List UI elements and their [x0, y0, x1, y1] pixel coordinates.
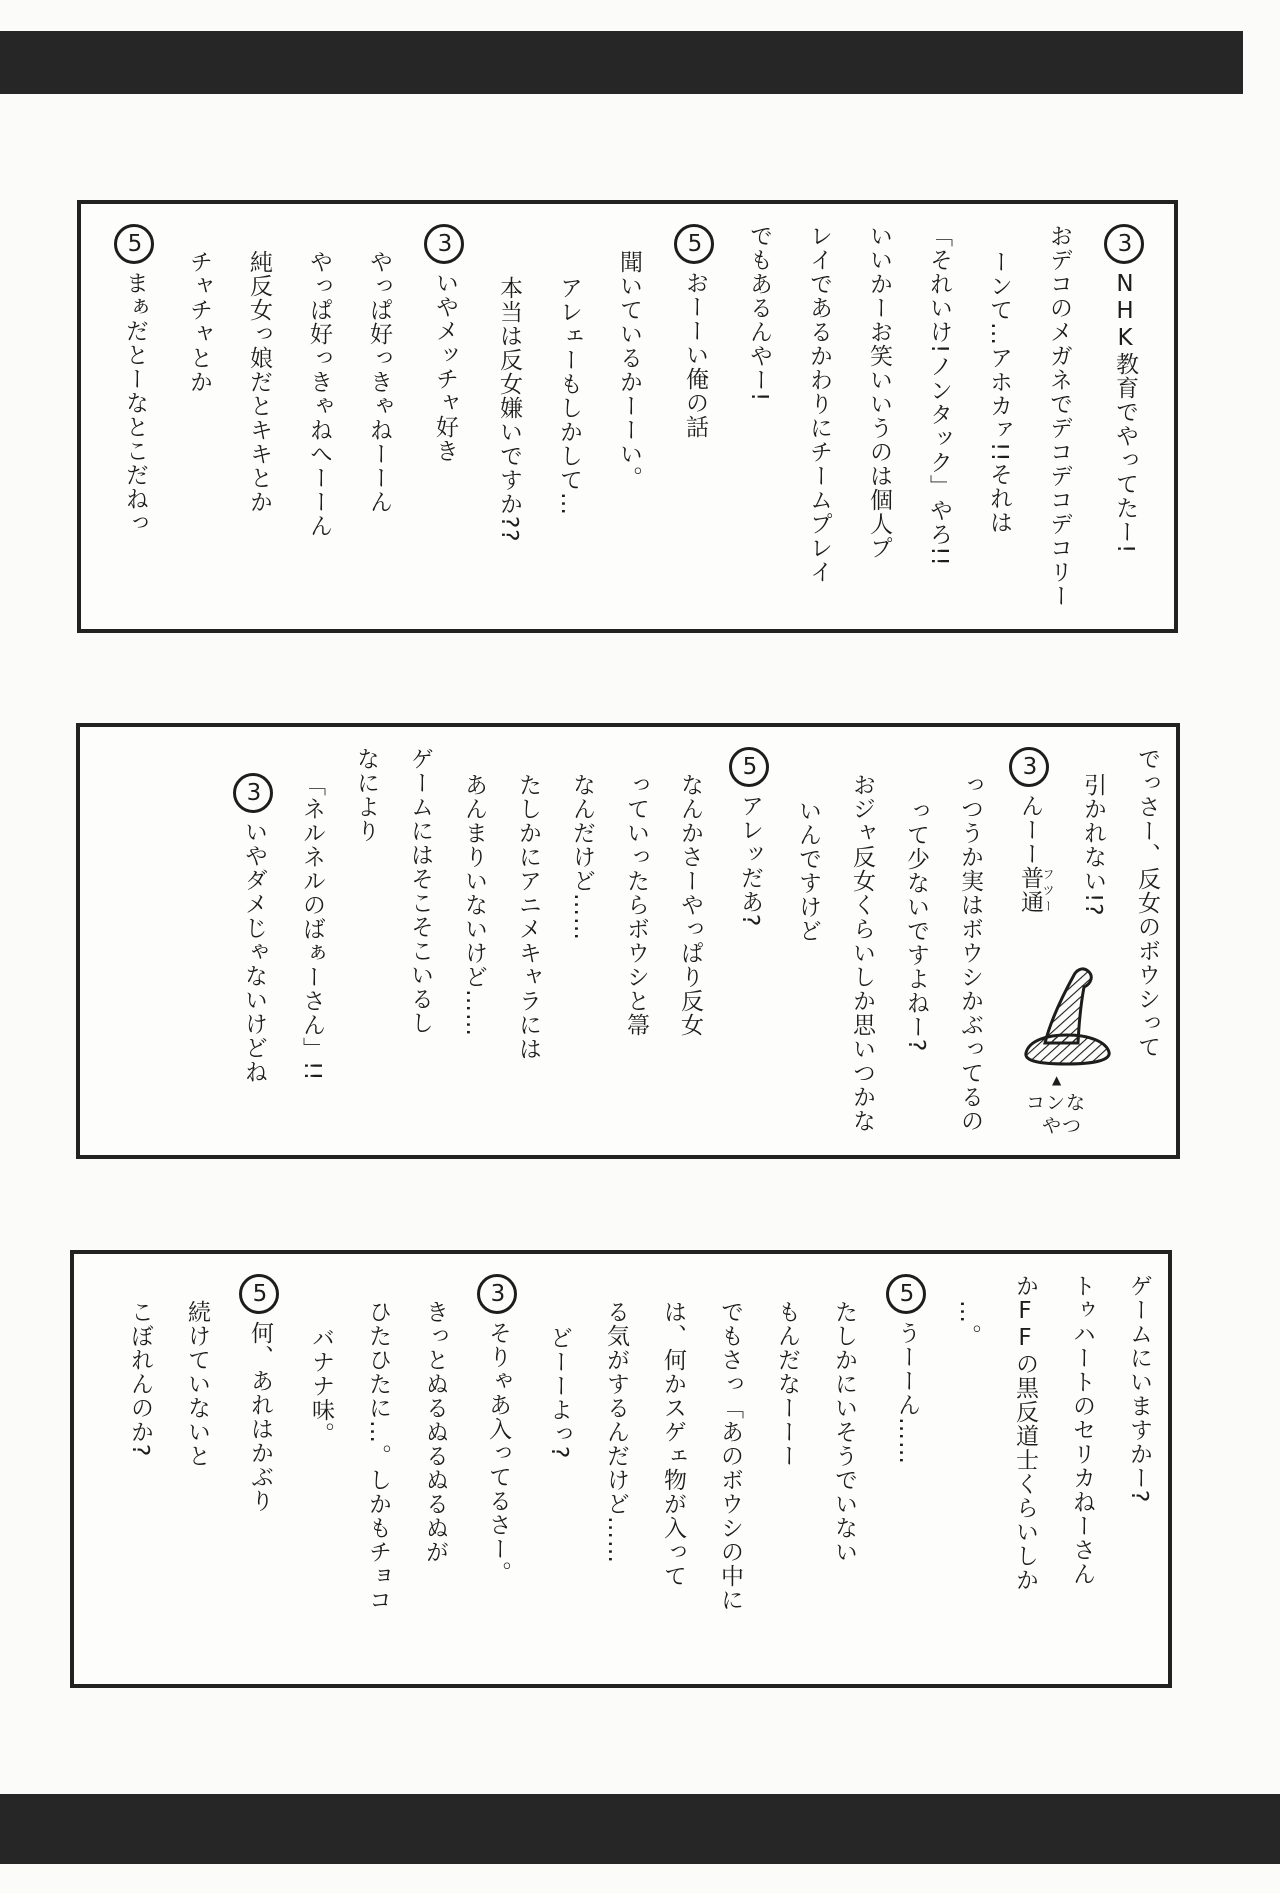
dialogue-column-speaker-5: 5アレッだあ?: [729, 747, 769, 1139]
witch-hat-drawing: [1013, 963, 1123, 1073]
furigana-ruby: 普通フツー: [1017, 866, 1055, 914]
hat-annotation: [1026, 1069, 1086, 1138]
dialogue-column: 本当は反女嫌いですか??: [496, 276, 522, 543]
dialogue-column: って少ないですよねー?: [903, 799, 929, 1053]
top-black-bar: [0, 31, 1243, 94]
speaker-mark-5: 5: [729, 747, 769, 787]
comic-panel-bottom: [70, 1250, 1172, 1688]
speaker-mark-3: 3: [477, 1274, 517, 1314]
speaker-mark-5: 5: [674, 224, 714, 264]
speaker-mark-5: 5: [114, 224, 154, 264]
dialogue-column: やっぱ好っきゃねーーん: [366, 250, 392, 514]
dialogue-column-speaker-5: 5おーーい俺の話: [674, 224, 714, 613]
speaker-mark-3: 3: [1104, 224, 1144, 264]
dialogue-column: いんですけど: [795, 799, 821, 943]
dialogue-column-speaker-3: 3いやメッチャ好き: [424, 224, 464, 613]
comic-panel-middle: [76, 723, 1180, 1159]
dialogue-column: トゥハートのセリカねーさん: [1069, 1274, 1095, 1586]
dialogue-column: レイであるかわりにチームプレイ: [806, 224, 832, 584]
dialogue-column: っていったらボウシと箒: [623, 773, 649, 1037]
dialogue-column: る気がするんだけど……: [603, 1300, 629, 1564]
dialogue-column: たしかにいそうでいない: [831, 1300, 857, 1564]
dialogue-column: おデコのメガネでデコデコデコリー: [1046, 224, 1072, 608]
speaker-mark-3: 3: [233, 773, 273, 813]
dialogue-column: でっさー、反女のボウシって: [1134, 747, 1160, 1059]
dialogue-column: もんだなーーー: [774, 1300, 800, 1468]
pointer-icon: ▲: [1052, 1073, 1063, 1087]
dialogue-column: なんかさーやっぱり反女: [677, 773, 703, 1037]
dialogue-column: おジャ反女くらいしか思いつかな: [849, 773, 875, 1133]
dialogue-column: どーーよっ?: [546, 1326, 572, 1460]
dialogue-column: っつうか実はボウシかぶってるの: [957, 773, 983, 1133]
dialogue-column: 「ネルネルのばぁーさん」!!: [299, 773, 325, 1082]
dialogue-column: やっぱ好っきゃねへーーん: [306, 250, 332, 538]
dialogue-column-speaker-3: 3NHK教育でやってたー!: [1104, 224, 1144, 613]
hat-annotation-line1: コンな: [1026, 1092, 1087, 1114]
dialogue-column: チャチャとか: [186, 250, 212, 394]
dialogue-column: こぼれんのか?: [127, 1300, 153, 1458]
dialogue-column-speaker-3: 3いやダメじゃないけどね: [233, 747, 273, 1139]
dialogue-column: なんだけど……: [569, 773, 595, 941]
dialogue-column: 聞いているかーーい。: [616, 250, 642, 490]
dialogue-column: かFFの黒反道士くらいしか: [1012, 1274, 1038, 1592]
dialogue-column: なにより: [353, 747, 379, 843]
dialogue-column: バナナ味。: [308, 1326, 334, 1446]
bottom-black-bar: [0, 1794, 1280, 1864]
dialogue-column: いいかーお笑いいうのは個人プ: [866, 224, 892, 560]
hat-cone: [1045, 969, 1091, 1043]
dialogue-column: アレェーもしかして…: [556, 276, 582, 516]
dialogue-column: たしかにアニメキャラには: [515, 773, 541, 1061]
dialogue-column: は、何かスゲェ物が入って: [660, 1300, 686, 1588]
dialogue-column: 純反女っ娘だとキキとか: [246, 250, 272, 514]
dialogue-column-speaker-3: 3そりゃあ入ってるさー。: [477, 1274, 517, 1668]
dialogue-column: 引かれない!?: [1080, 773, 1106, 917]
speaker-mark-5: 5: [239, 1274, 279, 1314]
dialogue-column: でもあるんやー!: [746, 224, 772, 403]
speaker-mark-3: 3: [1009, 747, 1049, 787]
hat-annotation-line2: やつ: [1042, 1115, 1083, 1137]
dialogue-column: ひたひたに…。しかもチョコ: [365, 1300, 391, 1612]
dialogue-column-speaker-5: 5うーーん……: [886, 1274, 926, 1668]
dialogue-column: あんまりいないけど……: [461, 773, 487, 1037]
dialogue-column: ゲームにいますかー?: [1126, 1274, 1152, 1504]
dialogue-column: ーンて…アホカァ!!それは: [986, 250, 1012, 535]
dialogue-column: 続けていないと: [184, 1300, 210, 1468]
speaker-mark-3: 3: [424, 224, 464, 264]
latin-run: NHK: [1112, 271, 1138, 352]
dialogue-column-speaker-5: 5まぁだとーなとこだねっ: [114, 224, 154, 613]
dialogue-column: でもさっ「あのボウシの中に: [717, 1300, 743, 1612]
speaker-mark-5: 5: [886, 1274, 926, 1314]
latin-run: FF: [1012, 1298, 1038, 1352]
dialogue-column: きっとぬるぬるぬるぬが: [422, 1300, 448, 1564]
dialogue-column-speaker-3: 3んーー普通フツー: [1009, 747, 1054, 1139]
dialogue-column-speaker-5: 5何、あれはかぶり: [239, 1274, 279, 1668]
dialogue-column: 「それいけ!ノンタック」やろ!!: [926, 224, 952, 567]
dialogue-column: …。: [955, 1300, 981, 1348]
dialogue-column: ゲームにはそこそこいるし: [407, 747, 433, 1035]
comic-panel-top: [77, 200, 1178, 633]
